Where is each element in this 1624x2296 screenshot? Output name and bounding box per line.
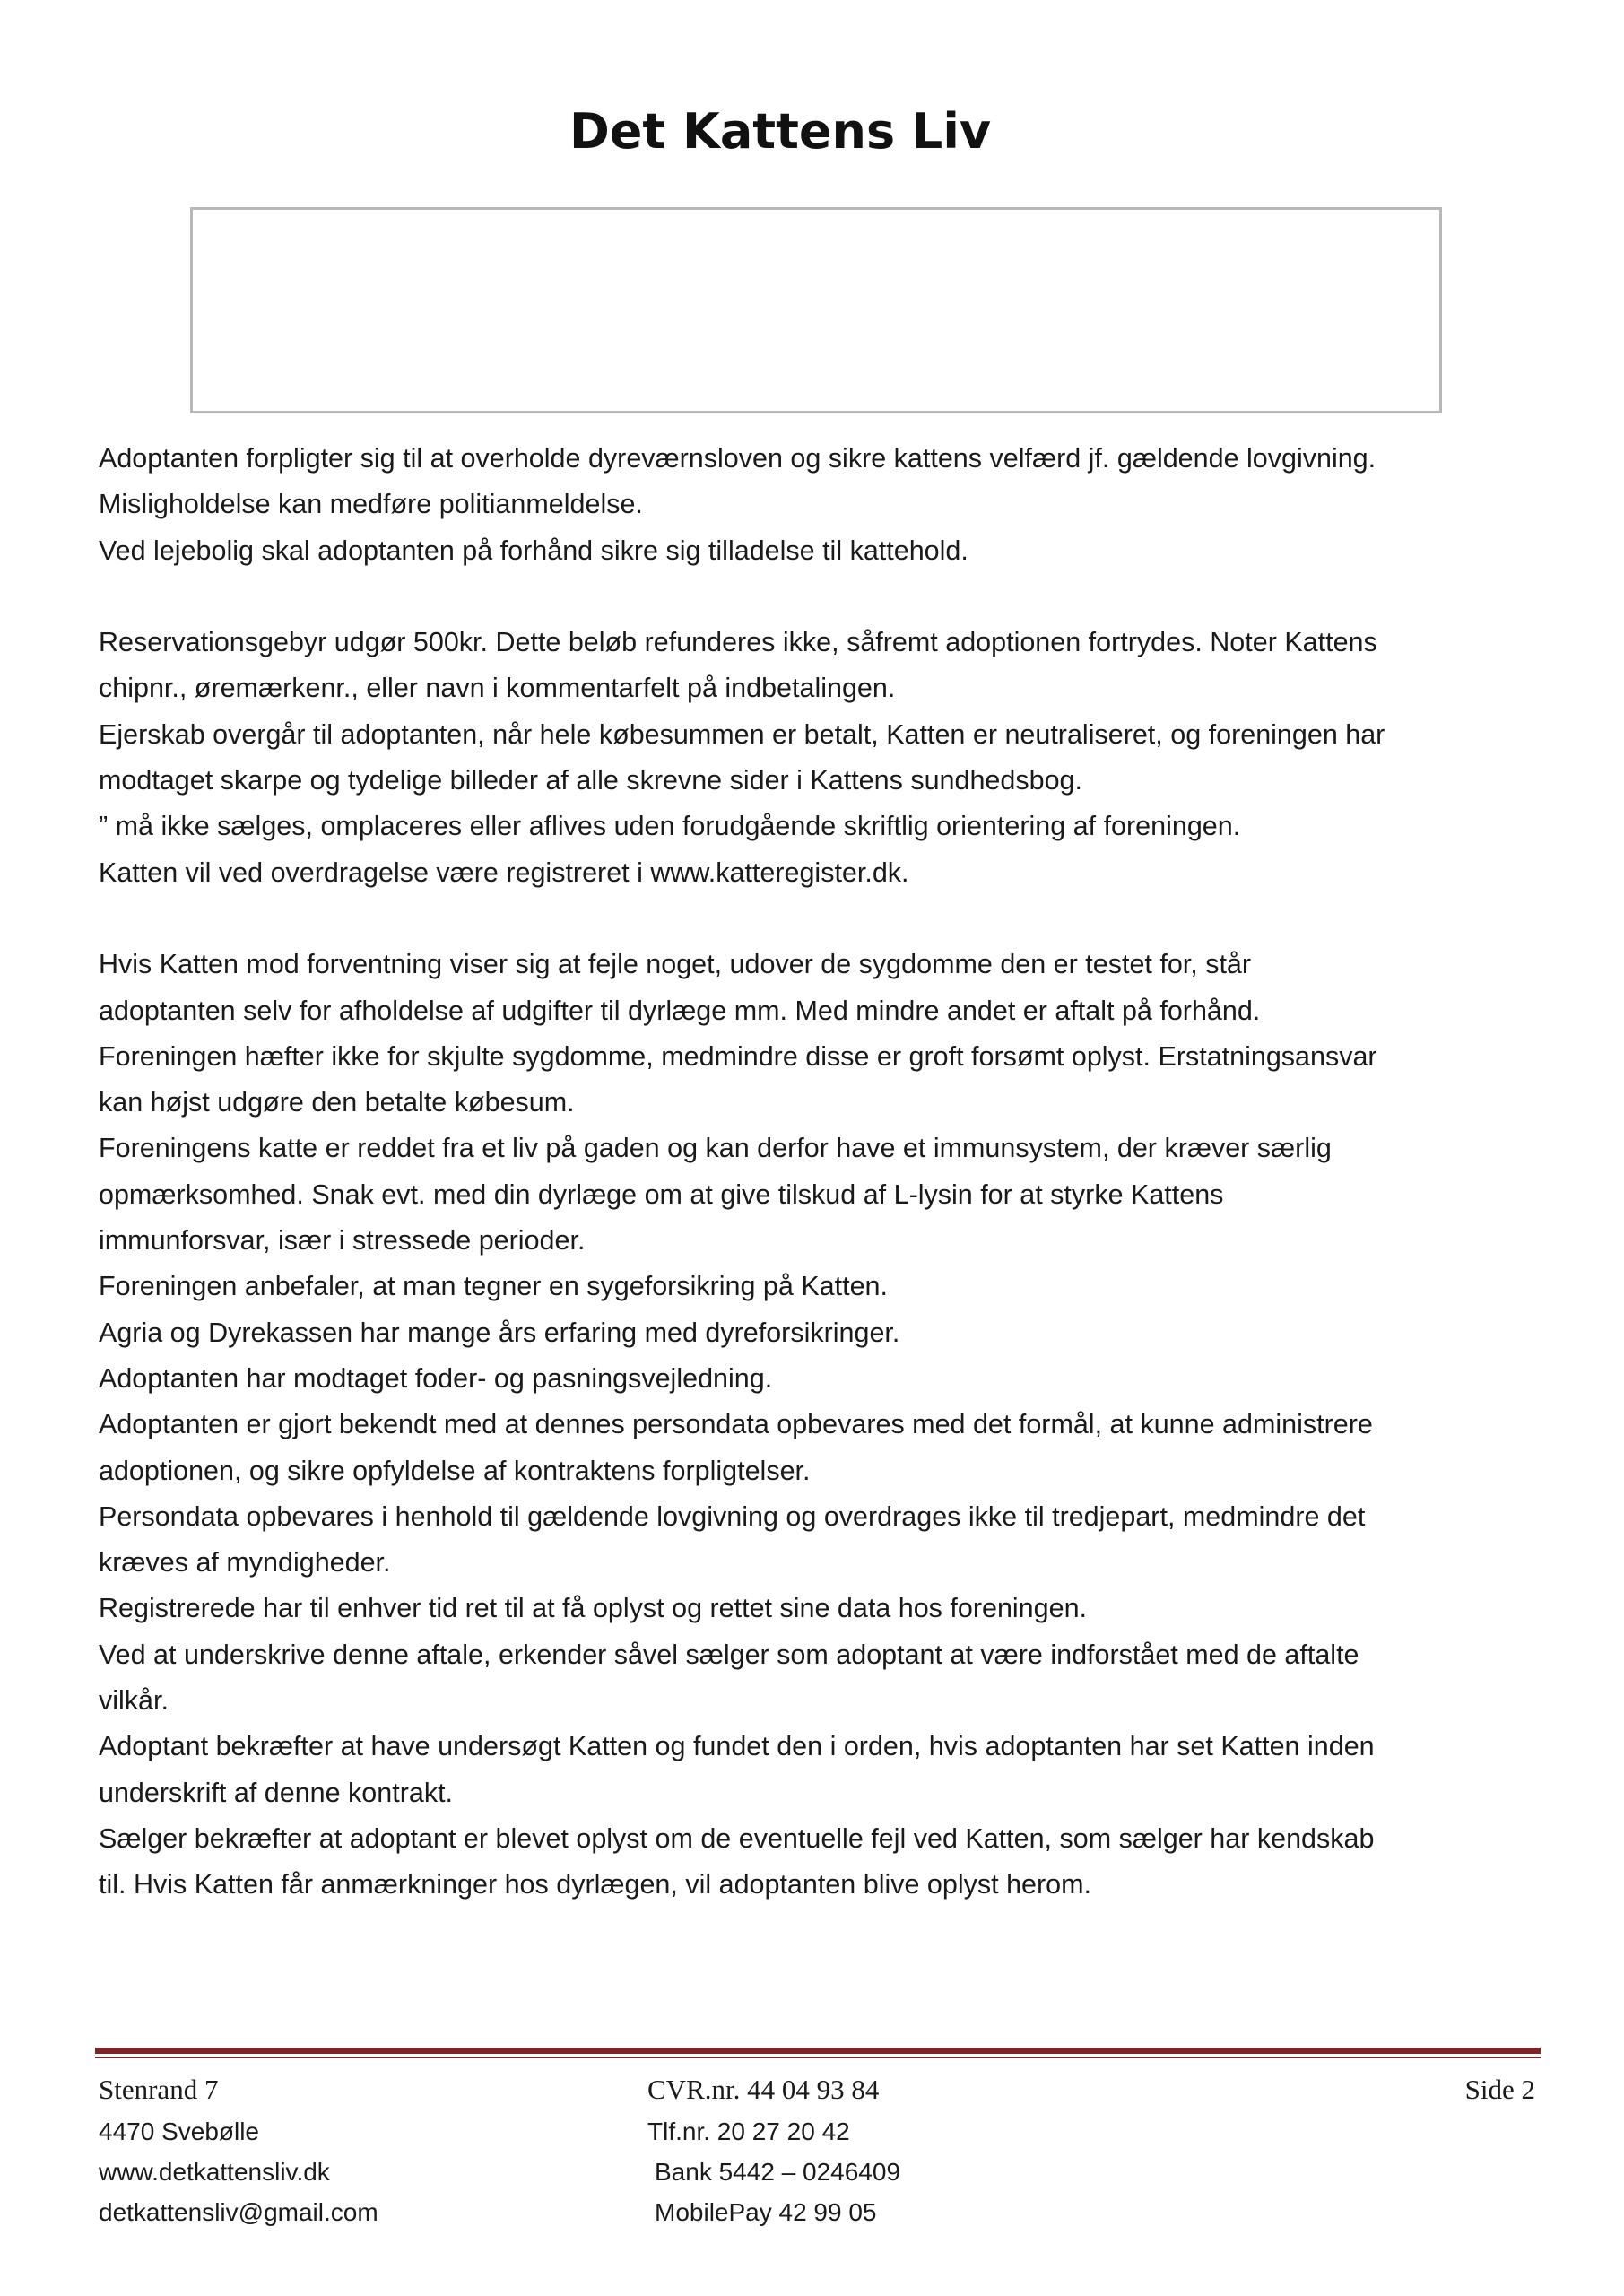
body-line: Sælger bekræfter at adoptant er blevet oplyst om de eventuelle fejl ved Katten, som sælger har kendskab bbox=[99, 1822, 1375, 1854]
footer-divider bbox=[95, 2048, 1541, 2054]
body-line: Adoptanten forpligter sig til at overholde dyreværnsloven og sikre kattens velfærd jf. gældende lovgivning. bbox=[99, 443, 1376, 474]
body-line: Reservationsgebyr udgør 500kr. Dette beløb refunderes ikke, såfremt adoptionen fortrydes. Noter Kattens bbox=[99, 627, 1377, 658]
body-line: Misligholdelse kan medføre politianmeldelse. bbox=[99, 489, 643, 520]
footer-website-link[interactable]: www.detkattensliv.dk bbox=[99, 2158, 330, 2186]
footer-address-street: Stenrand 7 bbox=[99, 2074, 219, 2105]
footer-page-number: Side 2 bbox=[1464, 2074, 1535, 2105]
body-line: adoptionen, og sikre opfyldelse af kontraktens forpligtelser. bbox=[99, 1455, 811, 1486]
body-line: immunforsvar, især i stressede perioder. bbox=[99, 1225, 586, 1257]
body-line: Ved at underskrive denne aftale, erkender såvel sælger som adoptant at være indforstået med de aftalte bbox=[99, 1639, 1359, 1670]
body-line: Ejerskab overgår til adoptanten, når hele købesummen er betalt, Katten er neutraliseret, og foreningen har bbox=[99, 718, 1385, 750]
body-line: Foreningen hæfter ikke for skjulte sygdomme, medmindre disse er groft forsømt oplyst. Erstatningsansvar bbox=[99, 1040, 1377, 1072]
body-line: Foreningens katte er reddet fra et liv på gaden og kan derfor have et immunsystem, der kræver særlig bbox=[99, 1133, 1332, 1164]
footer-email-link[interactable]: detkattensliv@gmail.com bbox=[99, 2198, 378, 2226]
body-line: vilkår. bbox=[99, 1685, 169, 1717]
body-line: Katten vil ved overdragelse være registreret i www.katteregister.dk. bbox=[99, 857, 909, 888]
body-line: opmærksomhed. Snak evt. med din dyrlæge om at give tilskud af L-lysin for at styrke Kattens bbox=[99, 1178, 1224, 1210]
body-line: Persondata opbevares i henhold til gældende lovgivning og overdrages ikke til tredjepart, medmindre det bbox=[99, 1500, 1366, 1532]
body-line: underskrift af denne kontrakt. bbox=[99, 1777, 454, 1808]
paragraph-gap bbox=[99, 574, 1551, 620]
body-line: Agria og Dyrekassen har mange års erfaring med dyreforsikringer. bbox=[99, 1317, 900, 1348]
body-line: Foreningen anbefaler, at man tegner en sygeforsikring på Katten. bbox=[99, 1271, 888, 1302]
body-line: Registrerede har til enhver tid ret til at få oplyst og rettet sine data hos foreningen. bbox=[99, 1593, 1088, 1624]
body-line: Adoptanten har modtaget foder- og pasningsvejledning. bbox=[99, 1362, 773, 1394]
body-line: modtaget skarpe og tydelige billeder af alle skrevne sider i Kattens sundhedsbog. bbox=[99, 765, 1082, 796]
body-line: adoptanten selv for afholdelse af udgifter til dyrlæge mm. Med mindre andet er aftalt på forhånd. bbox=[99, 995, 1261, 1026]
body-line: til. Hvis Katten får anmærkninger hos dyrlægen, vil adoptanten blive oplyst herom. bbox=[99, 1869, 1092, 1900]
body-line: chipnr., øremærkenr., eller navn i kommentarfelt på indbetalingen. bbox=[99, 673, 896, 704]
body-line: ” må ikke sælges, omplaceres eller aflives uden forudgående skriftlig orientering af foreningen. bbox=[99, 811, 1241, 842]
body-line: Hvis Katten mod forventning viser sig at fejle noget, udover de sygdomme den er testet for, står bbox=[99, 949, 1252, 980]
blank-image-box bbox=[190, 207, 1442, 413]
body-line: Adoptanten er gjort bekendt med at dennes persondata opbevares med det formål, at kunne administrere bbox=[99, 1409, 1373, 1440]
body-line: Ved lejebolig skal adoptanten på forhånd sikre sig tilladelse til kattehold. bbox=[99, 535, 968, 566]
paragraph-gap bbox=[99, 896, 1551, 942]
footer-phone: Tlf.nr. 20 27 20 42 bbox=[647, 2118, 850, 2145]
footer-bank: Bank 5442 – 0246409 bbox=[655, 2158, 901, 2186]
footer-mobilepay: MobilePay 42 99 05 bbox=[655, 2198, 877, 2226]
page-title: Det Kattens Liv bbox=[569, 103, 992, 160]
body-line: kræves af myndigheder. bbox=[99, 1547, 391, 1578]
body-line: Adoptant bekræfter at have undersøgt Katten og fundet den i orden, hvis adoptanten har set Katten inden bbox=[99, 1731, 1375, 1762]
footer-cvr: CVR.nr. 44 04 93 84 bbox=[647, 2074, 880, 2105]
body-line: kan højst udgøre den betalte købesum. bbox=[99, 1087, 575, 1118]
contract-body bbox=[99, 436, 1551, 1909]
footer-address-city: 4470 Svebølle bbox=[99, 2118, 260, 2145]
footer-divider-thin bbox=[95, 2057, 1541, 2058]
